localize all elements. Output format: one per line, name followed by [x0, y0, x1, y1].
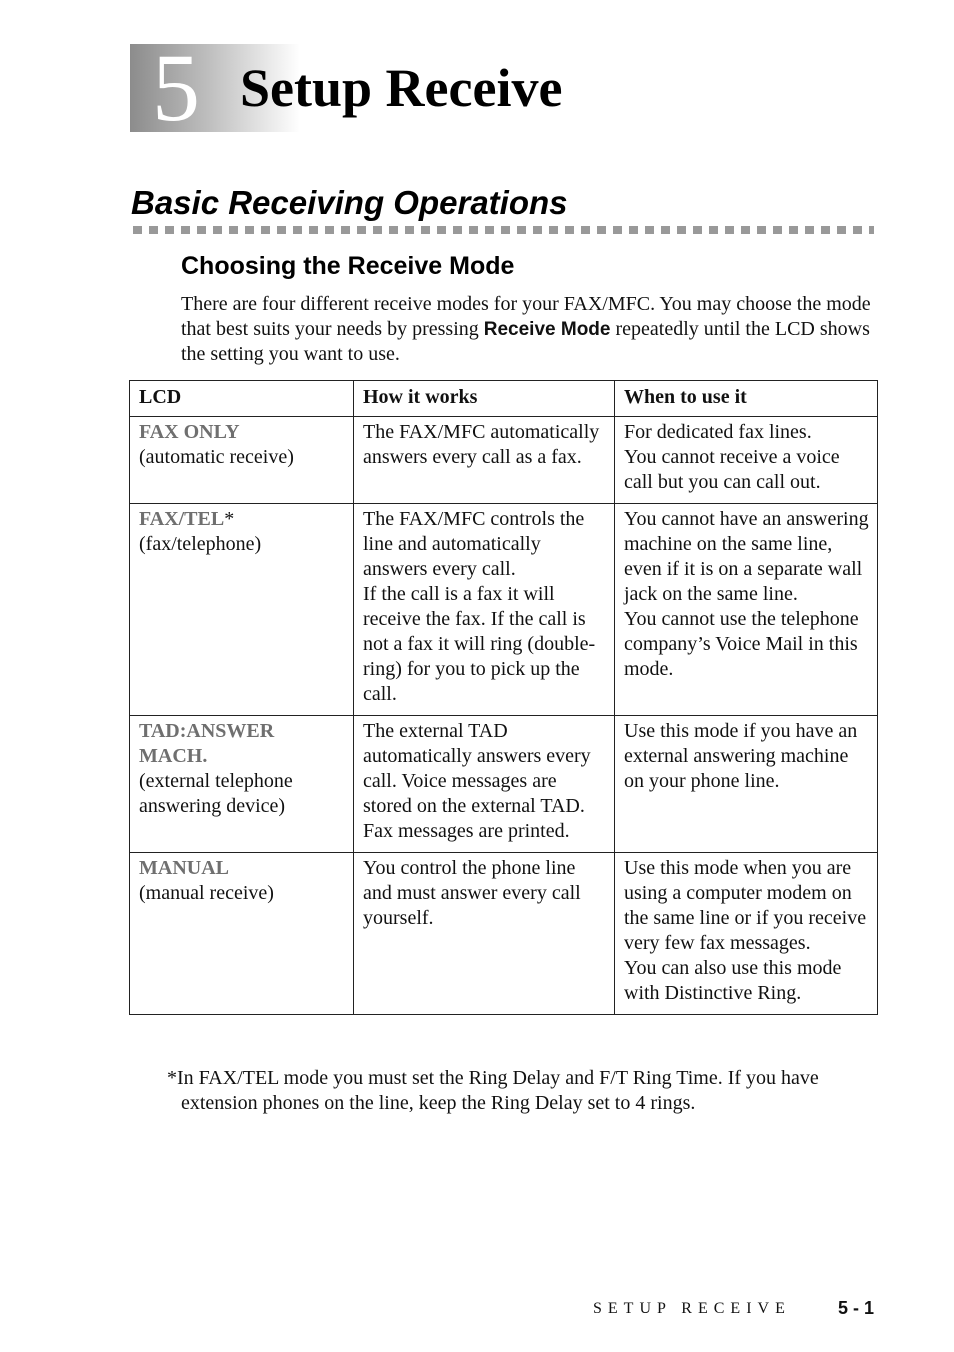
when-to-use-text: For dedicated fax lines.	[624, 421, 812, 443]
lcd-cell	[130, 417, 354, 504]
intro-text-before: There are four different receive modes for your FAX/MFC. You may choose the mode that best suits your needs by pressing	[181, 293, 871, 340]
how-it-works-cell	[354, 504, 615, 716]
when-to-use-text: You can also use this mode with Distinctive Ring.	[624, 957, 842, 1004]
how-it-works-text: If the call is a fax it will receive the fax. If the call is not a fax it will ring (double-ring) for you to pick up the call.	[363, 583, 596, 705]
footnote-line: extension phones on the line, keep the Ring Delay set to 4 rings.	[181, 1092, 696, 1114]
when-to-use-text: You cannot have an answering machine on the same line, even if it is on a separate wall jack on the same line.	[624, 508, 869, 605]
receive-mode-key-label: Receive Mode	[483, 319, 611, 340]
intro-text-after: repeatedly until the LCD shows the setting you want to use.	[181, 318, 870, 365]
when-to-use-text: You cannot use the telephone company’s Voice Mail in this mode.	[624, 608, 859, 680]
running-footer-title: SETUP RECEIVE	[593, 1300, 791, 1317]
intro-paragraph	[181, 292, 881, 367]
chapter-title: Setup Receive	[240, 58, 563, 118]
lcd-mode-name: TAD:ANSWER MACH.	[139, 720, 275, 767]
header-how-it-works: How it works	[354, 381, 615, 417]
lcd-mode-description: (external telephone answering device)	[139, 770, 293, 817]
footnote	[167, 1066, 877, 1116]
lcd-mode-description: (manual receive)	[139, 882, 274, 904]
how-it-works-text: You control the phone line and must answer every call yourself.	[363, 857, 581, 929]
how-it-works-text: The external TAD automatically answers every call. Voice messages are stored on the external TAD. Fax messages are printed.	[363, 720, 591, 842]
lcd-cell	[130, 716, 354, 853]
subsection-title: Choosing the Receive Mode	[181, 252, 515, 280]
when-to-use-text: You cannot receive a voice call but you can call out.	[624, 446, 840, 493]
footnote-line: *In FAX/TEL mode you must set the Ring Delay and F/T Ring Time. If you have	[167, 1067, 819, 1089]
receive-modes-table	[129, 380, 878, 1015]
how-it-works-cell	[354, 716, 615, 853]
table-row	[130, 417, 878, 504]
section-divider	[133, 226, 874, 234]
when-to-use-cell	[615, 417, 878, 504]
lcd-mode-name: FAX/TEL*	[139, 508, 235, 530]
table-row	[130, 853, 878, 1015]
lcd-cell	[130, 853, 354, 1015]
table-header-row	[130, 381, 878, 417]
how-it-works-text: The FAX/MFC controls the line and automatically answers every call.	[363, 508, 585, 580]
header-when-to-use: When to use it	[615, 381, 878, 417]
lcd-cell	[130, 504, 354, 716]
table-row	[130, 504, 878, 716]
section-title: Basic Receiving Operations	[131, 184, 568, 221]
chapter-number: 5	[152, 34, 200, 141]
when-to-use-cell	[615, 853, 878, 1015]
lcd-mode-name: FAX ONLY	[139, 421, 240, 443]
how-it-works-cell	[354, 417, 615, 504]
table-row	[130, 716, 878, 853]
how-it-works-text: The FAX/MFC automatically answers every call as a fax.	[363, 421, 600, 468]
when-to-use-cell	[615, 504, 878, 716]
when-to-use-cell	[615, 716, 878, 853]
when-to-use-text: Use this mode if you have an external answering machine on your phone line.	[624, 720, 858, 792]
how-it-works-cell	[354, 853, 615, 1015]
lcd-mode-description: (automatic receive)	[139, 446, 294, 468]
when-to-use-text: Use this mode when you are using a computer modem on the same line or if you receive very few fax messages.	[624, 857, 867, 954]
page-number: 5 - 1	[838, 1298, 875, 1318]
lcd-mode-description: (fax/telephone)	[139, 533, 262, 555]
lcd-mode-name: MANUAL	[139, 857, 229, 879]
header-lcd: LCD	[130, 381, 354, 417]
